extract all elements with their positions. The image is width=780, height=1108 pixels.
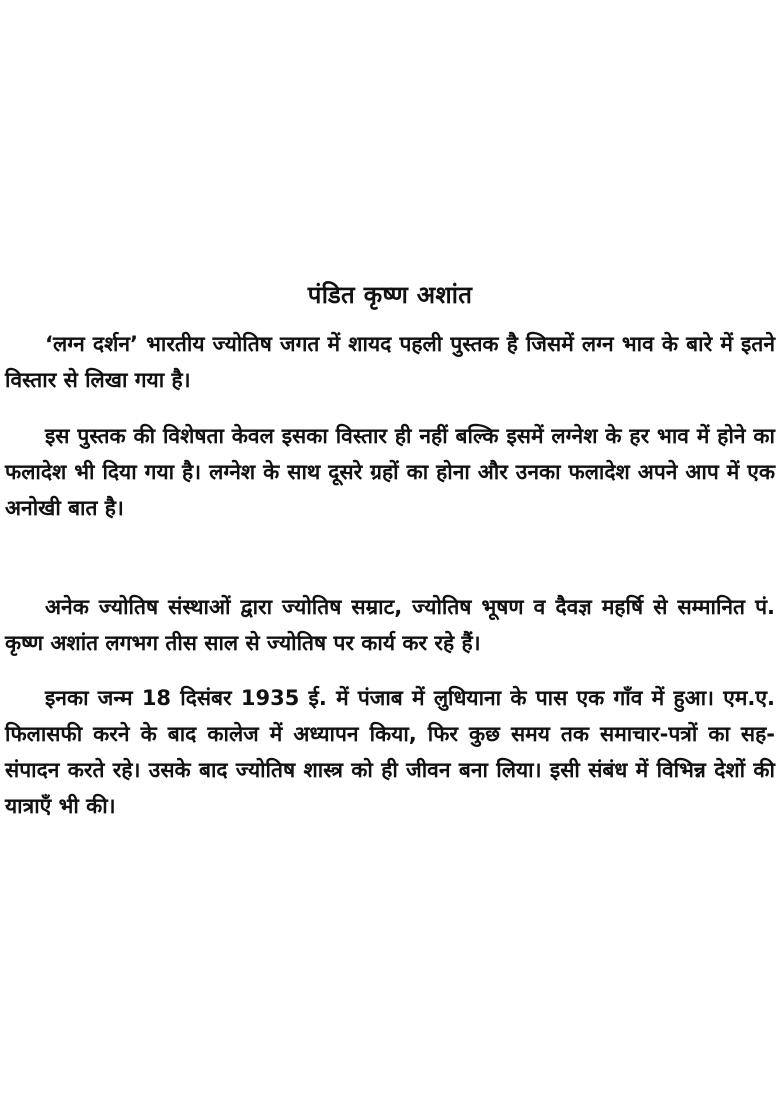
paragraph-honors: अनेक ज्योतिष संस्थाओं द्वारा ज्योतिष सम्राट, ज्योतिष भूषण व दैवज्ञ महर्षि से सम्मानित पं. कृष्ण अशांत लगभग तीस साल से ज्योतिष पर कार्य कर रहे हैं। <box>5 595 775 655</box>
paragraph-features: इस पुस्तक की विशेषता केवल इसका विस्तार ही नहीं बल्कि इसमें लग्नेश के हर भाव में होने का फलादेश भी दिया गया है। लग्नेश के साथ दूसरे ग्रहों का होना और उनका फलादेश अपने आप में एक अनोखी बात है। <box>5 424 775 520</box>
paragraph-intro: ‘लग्न दर्शन’ भारतीय ज्योतिष जगत में शायद पहली पुस्तक है जिसमें लग्न भाव के बारे में इतने विस्तार से लिखा गया है। <box>5 332 775 392</box>
page-title: पंडित कृष्ण अशांत <box>307 281 473 309</box>
paragraph-biography: इनका जन्म 18 दिसंबर 1935 ई. में पंजाब में लुधियाना के पास एक गाँव में हुआ। एम.ए. फिलासफी करने के बाद कालेज में अध्यापन किया, फिर कुछ समय तक समाचार-पत्रों का सह-संपादन करते रहे। उसके बाद ज्योतिष शास्त्र को ही जीवन बना लिया। इसी संबंध में विभिन्न देशों की यात्राएँ भी की। <box>5 686 775 818</box>
